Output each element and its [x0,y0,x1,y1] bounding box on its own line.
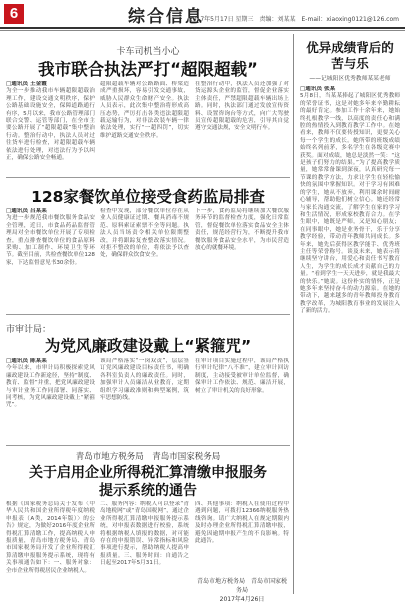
sidebar-subtitle: ——记城阳区优秀教师某某老师 [309,76,391,82]
column-divider [293,34,294,594]
article4-sign-date: 2017年4月26日 [219,596,265,603]
article2-byline: □通讯员 吕某某 [6,208,47,214]
article4-signature [195,576,289,603]
article1-byline: □通讯员 王金霞 [6,81,47,87]
sidebar-title-line2: 苦与乐 [331,56,369,71]
article3-column-2: 该局严格落实“一岗双责”，层层签订党风廉政建设目标责任书，明确各科室负责人的廉政责任。同时，加强审计人员廉洁从业教育，定期组织学习廉政准则和典型案例，筑牢思想防线。 [100,358,189,402]
article1-column-1 [6,81,95,173]
article4-column-1: 根据《国家税务总局关于发布〈中华人民共和国企业所得税年度纳税申报表（A类，2014年版）〉的公告》规定，为做好2016年度企业所得税汇算清缴工作，提高纳税人申报质量，青岛市地方税务局、青岛市国家税务局开发了企业所得税汇算清缴申报服务提示系统，现将有关事项通告如下：一、服务对象：全市企业所得税居民企业纳税人。 [6,501,95,574]
sidebar-title-line1: 优异成绩背后的 [306,40,394,55]
article1-headline: 我市联合执法严打“超限超载” [38,60,258,79]
article2-headline: 128家餐饮单位接受食药监局排查 [31,188,265,206]
article1-column-2: 超限超载车辆对公路路面、桥梁造成严重损坏，容易引发交通事故，威胁人民群众生命财产安全。执法人员表示，此次集中整治将形成高压态势，严厉打击各类违法超限超载运输行为，对非法改装车辆一律依法处理，实行“一超四罚”，切实维护道路交通安全秩序。 [100,81,189,139]
article2-column-1 [6,208,95,311]
sidebar-title [300,40,400,72]
article4-headline-line2: 提示系统的通告 [99,483,197,499]
header-info: 2017年5月17日 星期三 责编：刘某某 E-mail：xiaoxing0121@126.com [188,16,399,23]
article4-column-3: 四、其他事项：纳税人在使用过程中遇到问题，可拨打12366纳税服务热线咨询。请广大纳税人在规定期限内及时办理企业所得税汇算清缴申报，避免因逾期申报产生的不良影响。特此通告。 [195,501,289,545]
article3-headline: 为党风廉政建设戴上“紧箍咒” [44,337,252,355]
divider-3 [6,445,290,446]
article1-column-3: 在整治行动中，执法人员还加强了对货运源头企业的监管，督促企业落实主体责任，严禁超限超载车辆出场上路。同时，执法部门通过发放宣传资料、设置咨询台等方式，向广大驾驶员宣传超限超载的危害，引导其自觉遵守交通法规，安全文明行车。 [195,81,289,132]
page-number: 6 [4,4,24,24]
article2-column-2: 检查中发现，部分餐饮单位存在从业人员健康证过期、餐具消毒不规范、原料索证索票不全等问题。执法人员当场责令相关单位限期整改，并将跟踪复查整改落实情况。对拒不整改的单位，将依法予以查处，确保群众饮食安全。 [100,208,189,259]
article2-column-3: 下一步，食药监局将继续加大餐饮服务环节的监督检查力度，强化日常监管，督促餐饮单位落实食品安全主体责任，规范经营行为，不断提升我市餐饮服务食品安全水平，为市民营造放心的就餐环境。 [195,208,289,252]
article3-byline: □通讯员 陈某某 [6,358,47,364]
article3-kicker: 市审计局： [6,325,52,335]
header-rule-thin [0,30,405,31]
article2-text-1: 为进一步规范我市餐饮服务食品安全管理，近日，市食品药品监督管理局对全市餐饮单位开展了专项检查，重点排查餐饮单位的食品原料采购、加工制作、环境卫生等环节。截至目前，共检查餐饮单位128家，下达监督意见书30余份。 [6,215,95,266]
article3-column-3: 在审计项目实施过程中，该局严格执行审计纪律“八不准”，建立审计回访制度，主动接受被审计单位监督，确保审计工作依法、规范、廉洁开展，树立了审计机关的良好形象。 [195,358,289,394]
sidebar-byline: □通讯员 张某 [300,86,336,92]
sidebar-text: 5月8日，当某某捧起了城阳区优秀教师的荣誉证书，这是对她多年来辛勤耕耘的最好肯定。参加工作十余年来，她始终扎根教学一线，以高度的责任心和满腔的热情投入到教育教学工作中。在她看来，教师不仅要传授知识，更要关心每一个学生的成长。她所带的班级成绩始终名列前茅，多名学生在各级竞赛中获奖。面对成绩，她总是淡然一笑：“这是孩子们努力的结果。”为了提高教学质量，她常常备课到深夜，认真研究每一节课的教学方法，力求让学生在轻松愉快的氛围中掌握知识。对于学习有困难的学生，她从不放弃，利用课余时间耐心辅导，帮助他们树立信心。她还经常与家长沟通交流，了解学生在家的学习和生活情况，形成家校教育合力。在学生眼中，她既是严师，又是知心朋友；在同事眼中，她是业务骨干，乐于分享教学经验，带动青年教师共同成长。多年来，她先后获得区教学能手、优秀班主任等荣誉称号。谈及未来，她表示将继续坚守讲台，用爱心和责任书写教育人生，为学生的成长成才贡献自己的力量。“看到学生一天天进步，就是我最大的快乐。”她说。这份朴实的情怀，正是她多年来坚持奋斗的动力源泉。在她的带动下，越来越多的青年教师投身教育教学改革，为城阳教育事业的发展注入了新的活力。 [300,93,400,315]
article3-column-1 [6,358,95,442]
article4-headline-line1: 关于启用企业所得税汇算清缴申报服务 [29,465,267,481]
page-header [0,0,405,30]
divider-1 [6,177,290,178]
header-rule [0,27,405,29]
divider-2 [6,314,290,315]
article4-kicker: 青岛市地方税务局 青岛市国家税务局 [75,452,221,462]
article1-text-1: 为全一步推动我市车辆超限超载治理工作，建设交通文明秩序，保护公路基础设施安全，保障道路通行有序，5月以来，我市公路管理部门联合交警、运管等部门，在全市主要公路开展了“超限超载”集中整治行动。整治行动中，执法人员对过往货车进行检查，对超限超载车辆依法进行处理，对违法行为予以纠正，确保公路安全畅通。 [6,88,95,162]
article4-column-2: 二、服务内容：纳税人可以登录“青岛地税网”或“青岛国税网”，通过企业所得税汇算清缴申报服务提示系统，对申报表数据进行校验，系统将根据纳税人填报的数据，对可能存在的申报错误、异常指标和风险事项进行提示，帮助纳税人提高申报质量。三、服务时间：自通告之日起至2017年5月31日。 [100,501,189,567]
article1-kicker: 卡车司机当小心 [116,47,180,57]
article4-sign-org: 青岛市地方税务局 青岛市国家税务局 [196,578,287,594]
article3-text-1: 今年以来，市审计局积极探索党风廉政建设工作新途径，坚持“制度、教育、监督”并重，把党风廉政建设与审计业务工作同部署、同落实、同考核，为党风廉政建设戴上“紧箍咒”。 [6,365,95,409]
sidebar-body [300,86,400,594]
section-title: 综合信息 [128,7,204,27]
